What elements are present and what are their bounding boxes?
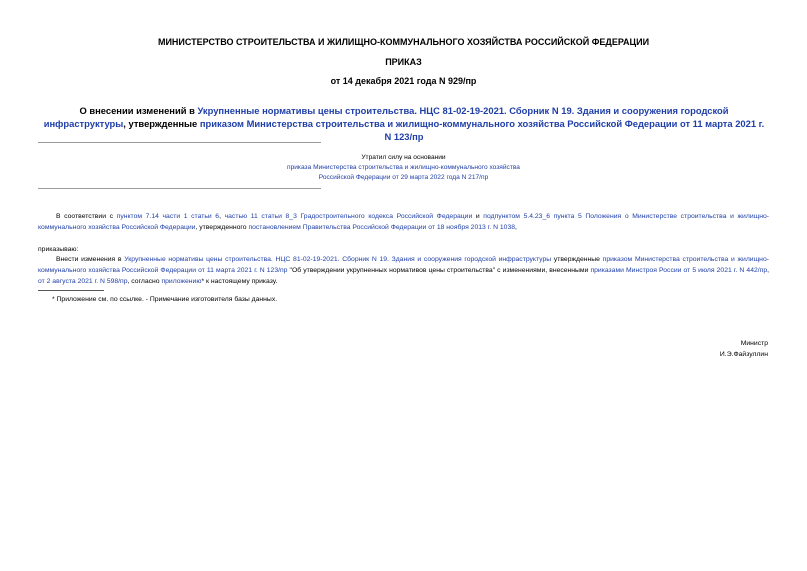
preamble-link-1[interactable]: пунктом 7.14 части 1 статьи 6 xyxy=(116,213,220,220)
signature-position: Министр xyxy=(740,340,768,347)
title-prefix: О внесении изменений в xyxy=(79,105,198,116)
body-text-3: "Об утверждении укрупненных нормативов цены строительства" с изменениями, внесенными xyxy=(287,267,591,274)
ministry-heading: МИНИСТЕРСТВО СТРОИТЕЛЬСТВА И ЖИЛИЩНО-КОММУНАЛЬНОГО ХОЗЯЙСТВА РОССИЙСКОЙ ФЕДЕРАЦИИ xyxy=(157,37,650,47)
preamble-text-1: В соответствии с xyxy=(56,213,117,220)
body-link-order[interactable]: приказом Министерства строительства и жилищно-коммунального хозяйства Российской Федерации от 11 марта 2021 г. N 123/пр xyxy=(38,256,769,274)
body-link-orders-minstroy[interactable]: приказами Минстроя России от 5 июля 2021 г. N 442/пр xyxy=(590,267,768,274)
divider-bottom xyxy=(38,188,321,189)
preamble-link-4[interactable]: постановлением Правительства Российской Федерации от 18 ноября 2013 г. N 1038 xyxy=(248,224,516,231)
preamble-paragraph xyxy=(38,211,769,233)
status-note-link-line2[interactable]: приказа Министерства строительства и жилищно-коммунального хозяйства xyxy=(287,164,520,171)
date-number-heading: от 14 декабря 2021 года N 929/пр xyxy=(330,76,477,86)
preamble-text-2: , xyxy=(219,213,225,220)
preamble-text-5: , xyxy=(515,224,517,231)
preamble-link-3[interactable]: подпунктом 5.4.23_6 пункта 5 Положения о Министерстве строительства и жилищно-коммунального хозяйства Российской Федерации xyxy=(38,213,770,231)
footnote: * Приложение см. по ссылке. - Примечание изготовителя базы данных. xyxy=(52,296,278,303)
signature-name: И.Э.Файзуллин xyxy=(719,351,768,358)
title-link-order[interactable]: приказом Министерства строительства и жилищно-коммунального хозяйства Российской Федерации от 11 марта 2021 г. N 123/пр xyxy=(199,118,765,142)
body-text-6: * к настоящему приказу. xyxy=(201,278,278,285)
preamble-text-4: , утвержденного xyxy=(195,224,249,231)
body-text-5: , согласно xyxy=(127,278,162,285)
body-paragraph xyxy=(38,254,769,287)
divider-top xyxy=(38,142,321,143)
body-text-2: утвержденные xyxy=(551,256,603,263)
order-word: приказываю: xyxy=(38,246,79,253)
preamble-text-3: и xyxy=(472,213,484,220)
body-text-4: , xyxy=(767,267,769,274)
status-note-line1: Утратил силу на основании xyxy=(361,154,446,161)
document-title xyxy=(40,104,768,143)
preamble-link-2[interactable]: частью 11 статьи 8_3 Градостроительного кодекса Российской Федерации xyxy=(224,213,473,220)
doc-type-heading: ПРИКАЗ xyxy=(385,57,422,67)
status-note-link-line3[interactable]: Российской Федерации от 29 марта 2022 года N 217/пр xyxy=(318,174,489,181)
body-link-appendix[interactable]: приложению xyxy=(161,278,202,285)
footnote-divider xyxy=(38,290,104,291)
body-link-norms[interactable]: Укрупненные нормативы цены строительства. НЦС 81-02-19-2021. Сборник N 19. Здания и сооружения городской инфраструктуры xyxy=(124,256,552,263)
body-link-august[interactable]: от 2 августа 2021 г. N 598/пр xyxy=(38,278,128,285)
body-text-1: Внести изменения в xyxy=(56,256,125,263)
title-middle: , утвержденные xyxy=(123,118,200,129)
title-link-norms[interactable]: Укрупненные нормативы цены строительства. НЦС 81-02-19-2021. Сборник N 19. Здания и сооружения городской инфраструктуры xyxy=(43,105,729,129)
